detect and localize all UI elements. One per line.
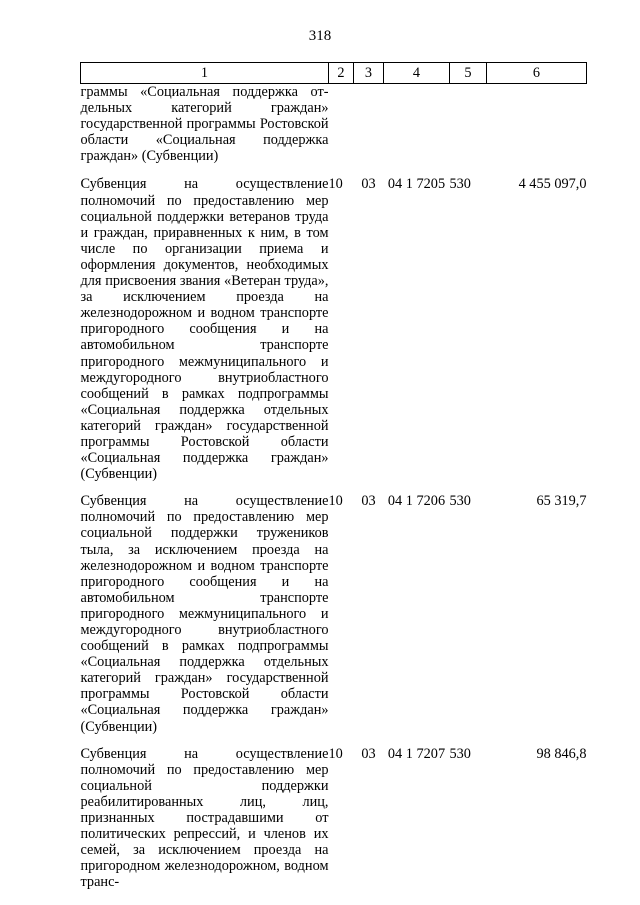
header-col-2: 2 bbox=[329, 63, 354, 84]
budget-table bbox=[80, 62, 587, 896]
row-target-article: 04 1 7206 bbox=[387, 493, 446, 510]
row-amount: 65 319,7 bbox=[536, 493, 587, 510]
row-description: Субвенция на осуществление полномочий по предоставлению мер социальной поддержки реабилитированных лиц, лиц, признанных пострадавшими от политических репрессий, и членов их семей, за исключением проезда на пригородном железнодорожном, водном транс- bbox=[80, 745, 329, 891]
row-description: Субвенция на осуществление полномочий по предоставлению мер социальной поддержки ветеранов труда и граждан, приравненных к ним, в том числе по организации приема и оформления документов, необходимых для присвоения звания «Ветеран труда», за исключением проезда на железнодорожном и водном транспорте пригородного сообщения и на автомобильном транспорте пригородного межмуниципального и междугородного внутриобластного сообщений в рамках подпрограммы «Социальная поддержка отдельных категорий граждан» государственной программы Ростовской области «Социальная поддержка граждан» (Субвенции) bbox=[80, 176, 329, 483]
row-subsection: 03 bbox=[361, 745, 376, 762]
row-expense-type: 530 bbox=[449, 176, 471, 193]
header-col-5: 5 bbox=[450, 63, 487, 84]
row-section: 10 bbox=[328, 493, 343, 510]
table-row-continued bbox=[81, 84, 587, 171]
table-row bbox=[81, 170, 587, 487]
header-col-4: 4 bbox=[384, 63, 450, 84]
row-amount: 98 846,8 bbox=[536, 745, 587, 762]
row-expense-type: 530 bbox=[449, 493, 471, 510]
table-row bbox=[81, 740, 587, 896]
table-row bbox=[81, 487, 587, 739]
header-col-3: 3 bbox=[354, 63, 384, 84]
row-description: Субвенция на осуществление полномочий по предоставлению мер социальной поддержки тружеников тыла, за исключением проезда на железнодорожном и водном транспорте пригородного сообщения и на автомобильном транспорте пригородного межмуниципального и междугородного внутриобластного сообщений в рамках подпрограммы «Социальная поддержка отдельных категорий граждан» государственной программы Ростовской области «Социальная поддержка граждан» (Субвенции) bbox=[80, 493, 329, 735]
row-subsection: 03 bbox=[361, 493, 376, 510]
header-col-6: 6 bbox=[487, 63, 587, 84]
row-subsection: 03 bbox=[361, 176, 376, 193]
row-section: 10 bbox=[328, 745, 343, 762]
row-target-article: 04 1 7207 bbox=[387, 745, 446, 762]
page-number: 318 bbox=[308, 28, 332, 44]
row-target-article: 04 1 7205 bbox=[387, 176, 446, 193]
row-amount: 4 455 097,0 bbox=[518, 176, 587, 193]
row-section: 10 bbox=[328, 176, 343, 193]
table-header-row bbox=[81, 63, 587, 84]
header-col-1: 1 bbox=[81, 63, 329, 84]
row-description: граммы «Социальная поддержка от-дельных категорий граждан» государственной программы Ростовской области «Социальная поддержка граждан» (Субвенции) bbox=[80, 84, 329, 165]
row-expense-type: 530 bbox=[449, 745, 471, 762]
